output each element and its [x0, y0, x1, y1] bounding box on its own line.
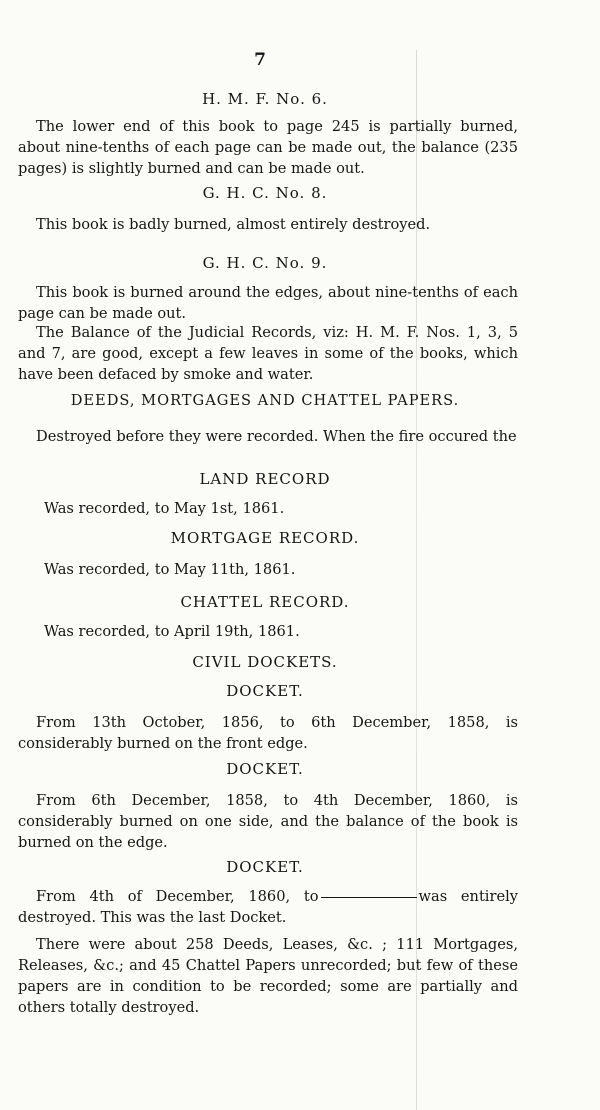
heading-ghc-9: G. H. C. No. 9.: [202, 254, 328, 272]
text-land-record: Was recorded, to May 1st, 1861.: [44, 500, 285, 517]
paragraph-judicial-balance: The Balance of the Judicial Records, viz: H. M. F. Nos. 1, 3, 5 and 7, are good, except a few leaves in some of the books, which have been defaced by smoke and water.: [18, 324, 518, 383]
paragraph-hmf-6: The lower end of this book to page 245 is partially burned, about nine-tenths of each page can be made out, the balance (235 pages) is slightly burned and can be made out.: [18, 118, 518, 177]
blank-rule: [321, 897, 417, 898]
paragraph-docket-3: [18, 886, 518, 928]
heading-mortgage-record: MORTGAGE RECORD.: [170, 529, 360, 547]
heading-chattel-record: CHATTEL RECORD.: [180, 593, 350, 611]
heading-docket-1: DOCKET.: [226, 682, 304, 700]
heading-docket-3: DOCKET.: [226, 858, 304, 876]
paragraph-deeds: Destroyed before they were recorded. When the fire occured the: [36, 428, 517, 445]
paragraph-summary: There were about 258 Deeds, Leases, &c. ; 111 Mortgages, Releases, &c.; and 45 Chattel Papers unrecorded; but few of these papers are in condition to be recorded; some are partially and others totally destroyed.: [18, 936, 518, 1016]
heading-hmf-6: H. M. F. No. 6.: [202, 90, 328, 108]
heading-docket-2: DOCKET.: [226, 760, 304, 778]
heading-land-record: LAND RECORD: [199, 470, 331, 488]
text-mortgage-record: Was recorded, to May 11th, 1861.: [44, 561, 296, 578]
heading-deeds-mortgages: DEEDS, MORTGAGES AND CHATTEL PAPERS.: [70, 392, 460, 409]
docket-3-text-before: From 4th of December, 1860, to: [36, 888, 319, 905]
paragraph-docket-1: From 13th October, 1856, to 6th December, 1858, is considerably burned on the front edge.: [18, 714, 518, 752]
docket-3-text-after: was entirely destroyed. This was the last Docket.: [18, 888, 518, 926]
paragraph-docket-2: From 6th December, 1858, to 4th December, 1860, is considerably burned on one side, and the balance of the book is burned on the edge.: [18, 792, 518, 851]
paragraph-ghc-8: This book is badly burned, almost entirely destroyed.: [36, 216, 431, 233]
heading-ghc-8: G. H. C. No. 8.: [202, 184, 328, 202]
paragraph-ghc-9: This book is burned around the edges, about nine-tenths of each page can be made out.: [18, 284, 518, 322]
heading-civil-dockets: CIVIL DOCKETS.: [192, 653, 338, 671]
page-number: 7: [254, 50, 266, 70]
text-chattel-record: Was recorded, to April 19th, 1861.: [44, 623, 300, 640]
